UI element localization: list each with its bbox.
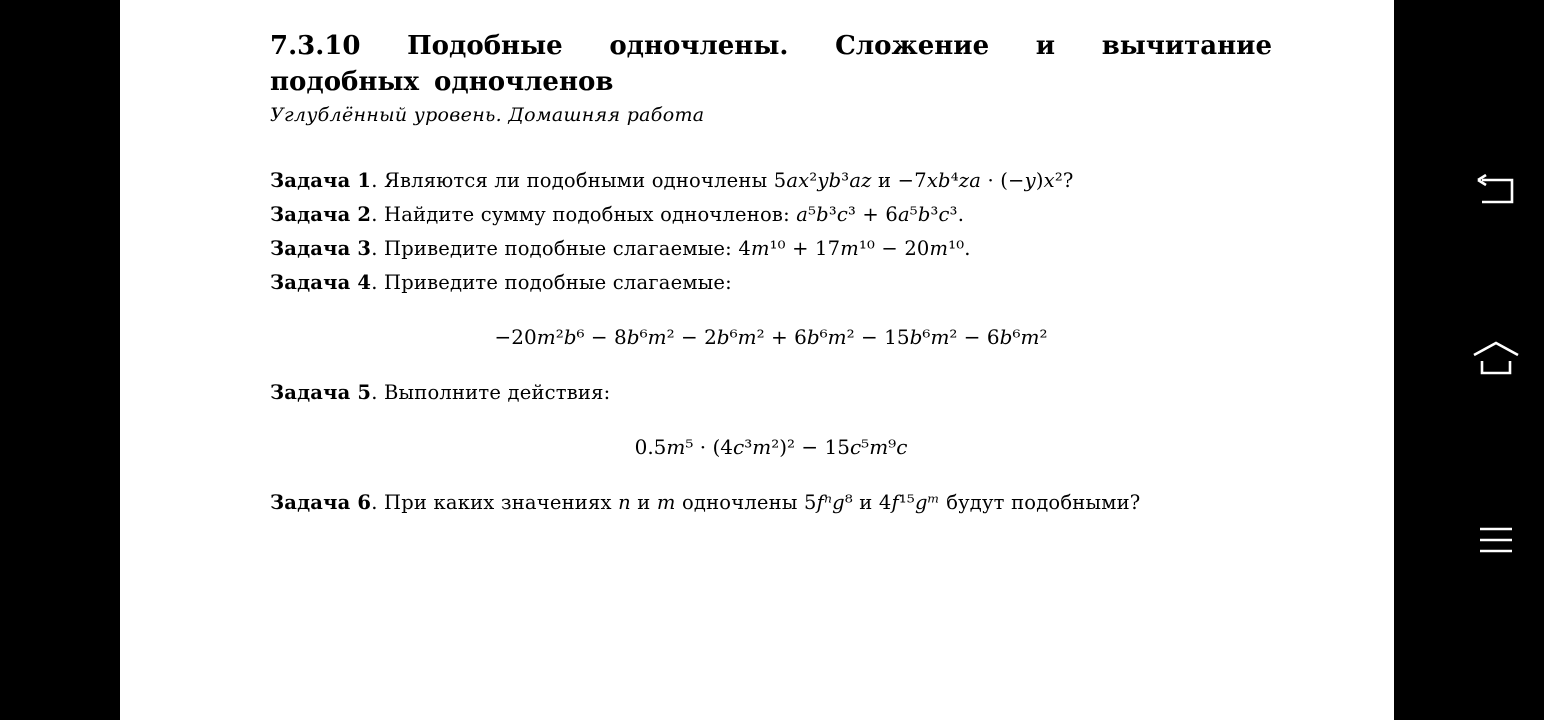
task-text: . Приведите подобные слагаемые:	[371, 271, 732, 294]
task-text: .	[964, 237, 971, 260]
page-title: 7.3.10 Подобные одночлены. Сложение и вычитание подобных одночленов	[270, 31, 1272, 97]
math-expression: −7xb⁴za · (−y)x²	[897, 169, 1063, 192]
task-text: одночлены	[681, 491, 798, 514]
task-text: ?	[1062, 169, 1074, 192]
task-text: и	[878, 169, 892, 192]
back-icon	[1476, 174, 1516, 206]
task-label: Задача 4	[270, 271, 372, 294]
task-5	[270, 376, 1272, 410]
math-expression: a⁵b³c³ + 6a⁵b³c³	[796, 203, 958, 226]
task-label: Задача 6	[270, 491, 372, 514]
math-expression: 4f¹⁵gᵐ	[878, 491, 940, 514]
menu-icon	[1478, 526, 1514, 554]
page-subtitle: Углублённый уровень. Домашняя работа	[270, 104, 705, 126]
document-page	[120, 0, 1394, 720]
task-text: и	[637, 491, 651, 514]
task-text: .	[957, 203, 965, 226]
task-text: и	[859, 491, 873, 514]
task-text: . Являются ли подобными одночлены	[371, 169, 768, 192]
task-2	[270, 198, 1272, 232]
display-equation: 0.5m⁵ · (4c³m²)² − 15c⁵m⁹c	[634, 435, 908, 459]
task-label: Задача 5	[270, 381, 372, 404]
task-text: . Приведите подобные слагаемые:	[371, 237, 732, 260]
task-4	[270, 266, 1272, 300]
task-6	[270, 486, 1272, 520]
task-label: Задача 1	[270, 169, 372, 192]
task-label: Задача 3	[270, 237, 372, 260]
math-variable: m	[656, 491, 676, 514]
document-content	[270, 28, 1272, 520]
math-variable: n	[618, 491, 631, 514]
math-expression: 5fⁿg⁸	[804, 491, 853, 514]
math-expression: 5ax²yb³az	[773, 169, 872, 192]
home-button[interactable]	[1472, 334, 1520, 382]
math-expression: 4m¹⁰ + 17m¹⁰ − 20m¹⁰	[738, 237, 965, 260]
home-icon	[1472, 341, 1520, 375]
menu-button[interactable]	[1472, 516, 1520, 564]
task-text: . При каких значениях	[371, 491, 612, 514]
task-text: будут подобными?	[946, 491, 1141, 514]
task-list	[270, 164, 1272, 520]
task-text: . Найдите сумму подобных одночленов:	[371, 203, 790, 226]
navigation-bar	[1394, 0, 1544, 720]
task-text: . Выполните действия:	[371, 381, 611, 404]
back-button[interactable]	[1472, 166, 1520, 214]
display-equation: −20m²b⁶ − 8b⁶m² − 2b⁶m² + 6b⁶m² − 15b⁶m² − 6b⁶m²	[494, 325, 1048, 349]
task-label: Задача 2	[270, 203, 372, 226]
task-3	[270, 232, 1272, 266]
task-1	[270, 164, 1272, 198]
